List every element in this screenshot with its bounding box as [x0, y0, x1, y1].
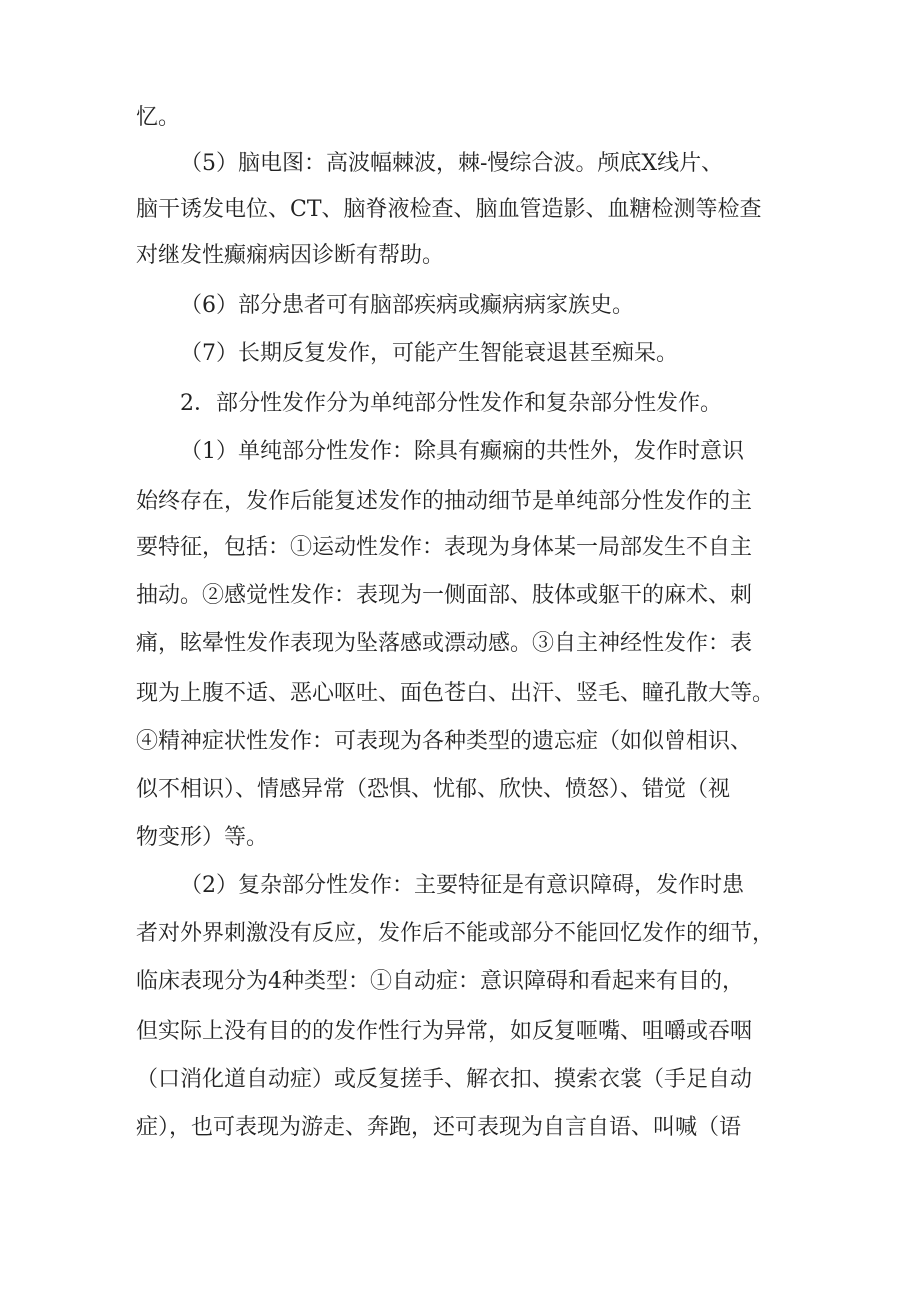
line-text: （1）单纯部分性发作：除具有癫痫的共性外，发作时意识 — [180, 439, 744, 464]
line-text: 临床表现分为4种类型：①自动症：意识障碍和看起来有目的， — [136, 969, 744, 994]
line-text: 但实际上没有目的的发作性行为异常，如反复咂嘴、咀嚼或吞咽 — [136, 1019, 753, 1044]
line-text: （7）长期反复发作，可能产生智能衰退甚至痴呆。 — [180, 341, 678, 366]
text-line — [0, 814, 920, 862]
line-text: 症），也可表现为游走、奔跑，还可表现为自言自语、叫喊（语 — [136, 1115, 742, 1140]
line-text: 始终存在，发作后能复述发作的抽动细节是单纯部分性发作的主 — [136, 489, 753, 514]
line-text: 脑干诱发电位、CT、脑脊液检查、脑血管造影、血糖检测等检查 — [136, 197, 762, 222]
text-line — [0, 524, 920, 572]
text-line — [0, 910, 920, 958]
text-line — [0, 380, 920, 428]
text-line — [0, 330, 920, 378]
line-text: （2）复杂部分性发作：主要特征是有意识障碍，发作时患 — [180, 873, 744, 898]
line-text: 抽动。②感觉性发作：表现为一侧面部、肢体或躯干的麻术、刺 — [136, 583, 753, 608]
text-line — [0, 1056, 920, 1104]
text-line — [0, 478, 920, 526]
text-line — [0, 428, 920, 476]
text-line — [0, 572, 920, 620]
text-line — [0, 1008, 920, 1056]
text-line — [0, 766, 920, 814]
line-text: （6）部分患者可有脑部疾病或癫病病家族史。 — [180, 293, 634, 318]
line-text: ④精神症状性发作：可表现为各种类型的遗忘症（如似曾相识、 — [136, 729, 753, 754]
line-text: 现为上腹不适、恶心呕吐、面色苍白、出汗、竖毛、瞳孔散大等。 — [136, 681, 775, 706]
text-line — [0, 620, 920, 668]
line-text: 忆。 — [136, 105, 181, 130]
text-line — [0, 718, 920, 766]
text-line — [0, 670, 920, 718]
text-line — [0, 958, 920, 1006]
line-text: 要特征，包括：①运动性发作：表现为身体某一局部发生不自主 — [136, 535, 753, 560]
text-line — [0, 140, 920, 188]
text-line — [0, 862, 920, 910]
line-text: 对继发性癫痫病因诊断有帮助。 — [136, 243, 445, 268]
line-text: 物变形）等。 — [136, 825, 269, 850]
text-line — [0, 1104, 920, 1152]
line-text: 者对外界刺激没有反应，发作后不能或部分不能回忆发作的细节， — [136, 921, 775, 946]
text-line — [0, 232, 920, 280]
line-text: 痛，眩晕性发作表现为坠落感或漂动感。③自主神经性发作：表 — [136, 631, 753, 656]
line-text: （5）脑电图：高波幅棘波，棘-慢综合波。颅底X线片、 — [180, 151, 724, 176]
line-text: 似不相识）、情感异常（恐惧、忧郁、欣快、愤怒）、错觉（视 — [136, 777, 731, 802]
text-line — [0, 282, 920, 330]
text-line — [0, 186, 920, 234]
line-text: 2．部分性发作分为单纯部分性发作和复杂部分性发作。 — [180, 391, 722, 416]
text-line — [0, 94, 920, 142]
line-text: （口消化道自动症）或反复搓手、解衣扣、摸索衣裳（手足自动 — [136, 1067, 753, 1092]
